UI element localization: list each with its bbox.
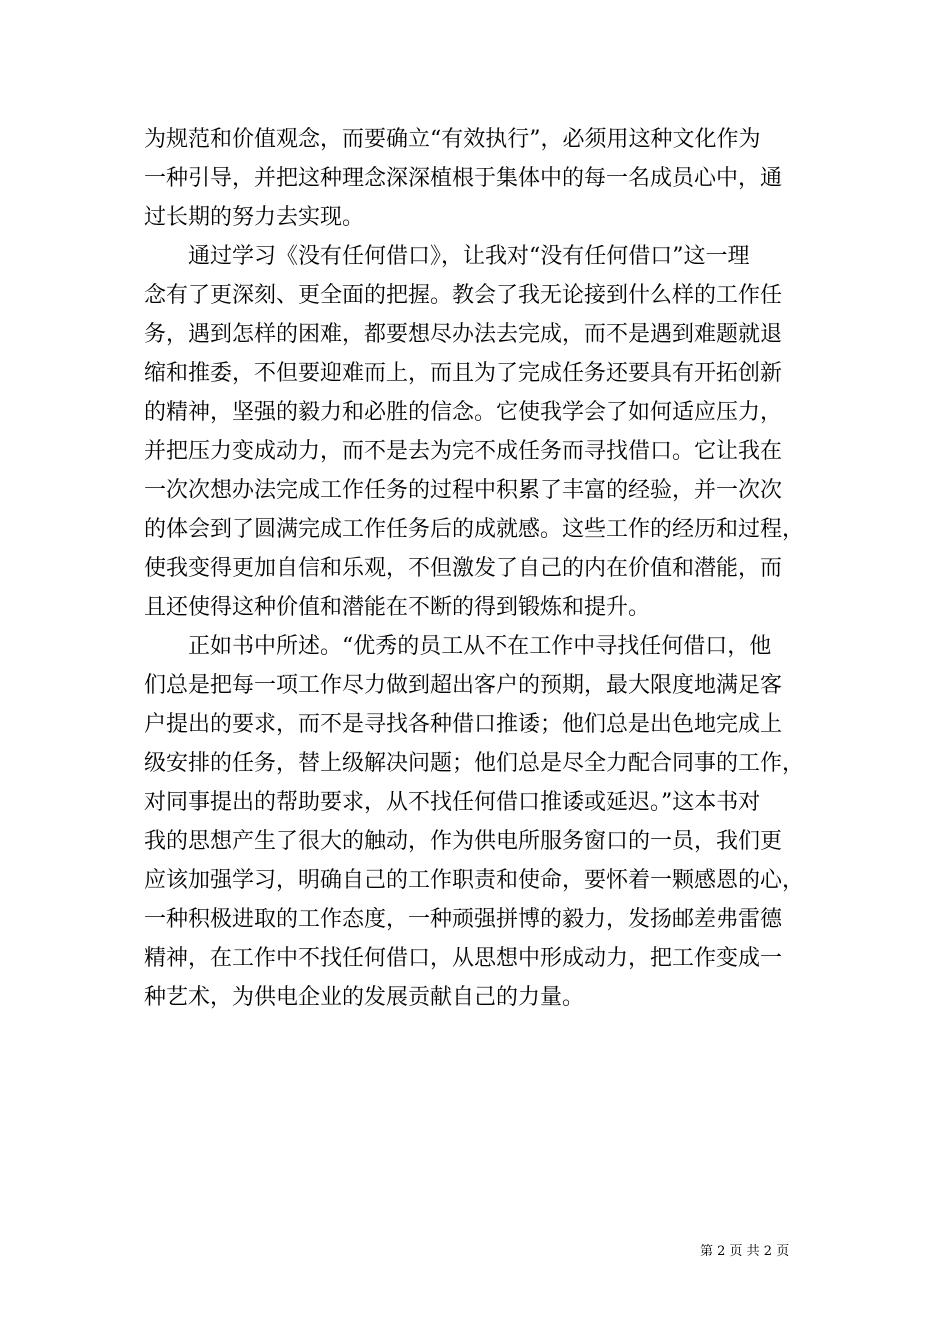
text-line: 缩和推委，不但要迎难而上，而且为了完成任务还要具有开拓创新: [144, 361, 783, 386]
text-line: 户提出的要求，而不是寻找各种借口推诿；他们总是出色地完成上: [144, 712, 783, 737]
text-line: 务，遇到怎样的困难，都要想尽办法去完成，而不是遇到难题就退: [144, 322, 783, 347]
text-line: 并把压力变成动力，而不是去为完不成任务而寻找借口。它让我在: [144, 439, 783, 464]
text-line: 且还使得这种价值和潜能在不断的得到锻炼和提升。: [144, 595, 651, 620]
text-line: 对同事提出的帮助要求，从不找任何借口推诿或延迟。”这本书对: [144, 790, 761, 815]
text-line: 通过学习《没有任何借口》，让我对“没有任何借口”这一理: [144, 244, 750, 269]
text-line: 一次次想办法完成工作任务的过程中积累了丰富的经验，并一次次: [144, 478, 783, 503]
page-number: 第 2 页 共 2 页: [700, 1244, 790, 1259]
text-line: 一种积极进取的工作态度，一种顽强拼博的毅力，发扬邮差弗雷德: [144, 907, 783, 932]
text-line: 的精神，坚强的毅力和必胜的信念。它使我学会了如何适应压力，: [144, 400, 783, 425]
text-line: 们总是把每一项工作尽力做到超出客户的预期，最大限度地满足客: [144, 673, 783, 698]
text-line: 种艺术，为供电企业的发展贡献自己的力量。: [144, 985, 585, 1010]
text-line: 一种引导，并把这种理念深深植根于集体中的每一名成员心中，通: [144, 166, 783, 191]
text-line: 级安排的任务，替上级解决问题；他们总是尽全力配合同事的工作，: [144, 751, 805, 776]
text-line: 我的思想产生了很大的触动，作为供电所服务窗口的一员，我们更: [144, 829, 783, 854]
text-line: 精神，在工作中不找任何借口，从思想中形成动力，把工作变成一: [144, 946, 783, 971]
text-line: 使我变得更加自信和乐观，不但激发了自己的内在价值和潜能，而: [144, 556, 783, 581]
body-text: [144, 120, 824, 1017]
text-line: 的体会到了圆满完成工作任务后的成就感。这些工作的经历和过程，: [144, 517, 805, 542]
text-line: 念有了更深刻、更全面的把握。教会了我无论接到什么样的工作任: [144, 283, 783, 308]
text-line: 为规范和价值观念，而要确立“有效执行”，必须用这种文化作为: [144, 127, 761, 152]
text-line: 过长期的努力去实现。: [144, 205, 365, 230]
text-line: 应该加强学习，明确自己的工作职责和使命，要怀着一颗感恩的心，: [144, 868, 805, 893]
text-line: 正如书中所述。“优秀的员工从不在工作中寻找任何借口，他: [144, 634, 772, 659]
